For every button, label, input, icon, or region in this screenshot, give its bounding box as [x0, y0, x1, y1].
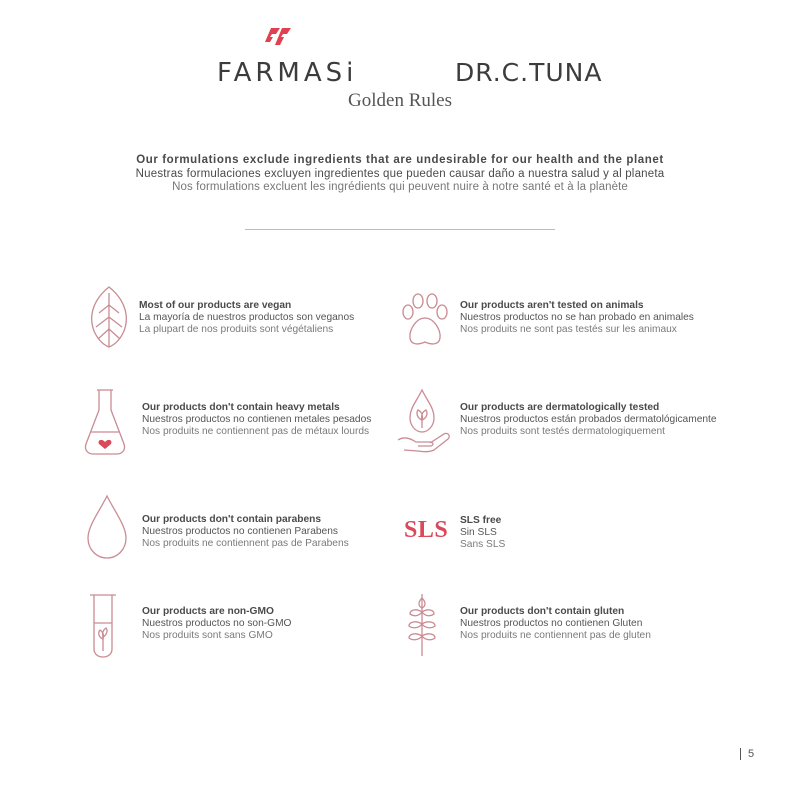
page-number-bar — [740, 748, 741, 760]
rule-fr: La plupart de nos produits sont végétaliens — [139, 324, 334, 335]
intro-es: Nuestras formulaciones excluyen ingredientes que pueden causar daño a nuestra salud y al planeta — [135, 167, 665, 180]
rule-en: Our products are non-GMO — [142, 606, 274, 617]
rule-fr: Nos produits ne contiennent pas de Parabens — [142, 538, 349, 549]
page-number — [740, 748, 754, 760]
page-title: Golden Rules — [348, 90, 452, 111]
paw-icon — [400, 292, 450, 348]
brand-farmasi: FARMASi — [217, 58, 358, 88]
rule-en: Most of our products are vegan — [139, 300, 292, 311]
test-tube-icon — [88, 593, 118, 659]
rule-es: Nuestros productos no se han probado en animales — [460, 312, 694, 323]
hand-drop-icon — [396, 388, 454, 454]
page-number-value: 5 — [748, 748, 755, 760]
rule-es: La mayoría de nuestros productos son veganos — [139, 312, 355, 323]
rule-fr: Nos produits ne contiennent pas de métaux lourds — [142, 426, 370, 437]
intro-en: Our formulations exclude ingredients that are undesirable for our health and the planet — [136, 154, 664, 166]
rule-es: Nuestros productos no contienen metales pesados — [142, 414, 372, 425]
rule-fr: Nos produits ne sont pas testés sur les animaux — [460, 324, 677, 335]
rule-en: Our products don't contain gluten — [460, 606, 625, 617]
rule-es: Sin SLS — [460, 527, 497, 538]
rule-es: Nuestros productos no contienen Parabens — [142, 526, 338, 537]
sls-icon: SLS — [404, 517, 449, 543]
rule-fr: Nos produits ne contiennent pas de gluten — [460, 630, 651, 641]
rule-fr: Sans SLS — [460, 539, 506, 550]
flask-heart-icon — [82, 388, 128, 456]
intro-fr: Nos formulations excluent les ingrédients qui peuvent nuire à notre santé et à la planète — [172, 181, 628, 193]
farmasi-logo-icon — [262, 26, 292, 48]
rule-es: Nuestros productos no contienen Gluten — [460, 618, 643, 629]
rule-fr: Nos produits sont testés dermatologiquement — [460, 426, 665, 437]
leaf-icon — [86, 285, 132, 349]
rule-en: Our products are dermatologically tested — [460, 402, 660, 413]
rule-es: Nuestros productos no son-GMO — [142, 618, 292, 629]
divider — [245, 229, 555, 230]
drop-icon — [85, 494, 129, 560]
rule-en: Our products don't contain parabens — [142, 514, 322, 525]
rule-en: Our products don't contain heavy metals — [142, 402, 340, 413]
brand-drctuna: DR.C.TUNA — [455, 58, 603, 87]
rule-es: Nuestros productos están probados dermatológicamente — [460, 414, 717, 425]
wheat-icon — [404, 592, 440, 658]
intro-block — [0, 154, 800, 195]
rule-fr: Nos produits sont sans GMO — [142, 630, 273, 641]
rule-en: SLS free — [460, 515, 502, 526]
rule-en: Our products aren't tested on animals — [460, 300, 644, 311]
